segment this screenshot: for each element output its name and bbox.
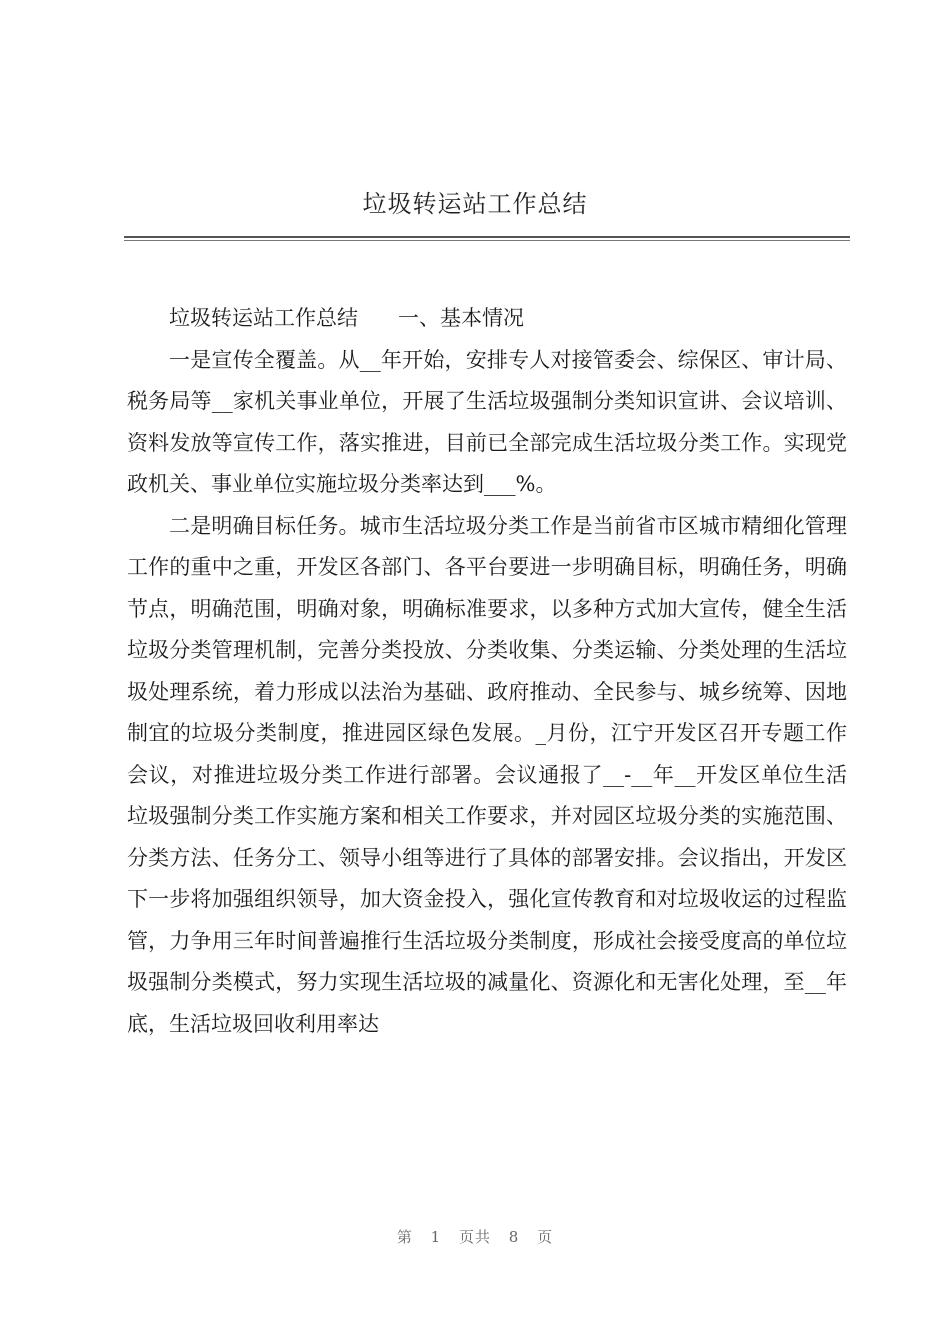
- footer-total-pages: 8: [508, 1228, 520, 1246]
- footer-prefix: 第: [396, 1228, 413, 1246]
- page-footer: [0, 1226, 950, 1247]
- title-double-rule: [124, 236, 850, 242]
- document-body: [127, 298, 847, 1045]
- heading-doc-name: 垃圾转运站工作总结: [169, 306, 358, 330]
- document-title: 垃圾转运站工作总结: [362, 190, 588, 218]
- paragraph-publicity: 一是宣传全覆盖。从__年开始，安排专人对接管委会、综保区、审计局、税务局等__家机关事业单位，开展了生活垃圾强制分类知识宣讲、会议培训、资料发放等宣传工作，落实推进，目前已全部完成生活垃圾分类工作。实现党政机关、事业单位实施垃圾分类率达到___%。: [127, 347, 847, 496]
- footer-suffix: 页: [537, 1228, 554, 1246]
- section-heading: 一、基本情况: [398, 306, 524, 330]
- footer-current-page: 1: [430, 1228, 442, 1246]
- paragraph-targets: 二是明确目标任务。城市生活垃圾分类工作是当前省市区城市精细化管理工作的重中之重，开发区各部门、各平台要进一步明确目标，明确任务，明确节点，明确范围，明确对象，明确标准要求，以多种方式加大宣传，健全生活垃圾分类管理机制，完善分类投放、分类收集、分类运输、分类处理的生活垃圾处理系统，着力形成以法治为基础、政府推动、全民参与、城乡统筹、因地制宜的垃圾分类制度，推进园区绿色发展。_月份，江宁开发区召开专题工作会议，对推进垃圾分类工作进行部署。会议通报了__-__年__开发区单位生活垃圾强制分类工作实施方案和相关工作要求，并对园区垃圾分类的实施范围、分类方法、任务分工、领导小组等进行了具体的部署安排。会议指出，开发区下一步将加强组织领导，加大资金投入，强化宣传教育和对垃圾收运的过程监管，力争用三年时间普遍推行生活垃圾分类制度，形成社会接受度高的单位垃圾强制分类模式，努力实现生活垃圾的减量化、资源化和无害化处理，至__年底，生活垃圾回收利用率达: [127, 513, 847, 1036]
- section-heading-line: [127, 298, 847, 340]
- footer-middle: 页共: [458, 1228, 491, 1246]
- title-rule-thin: [124, 240, 850, 241]
- title-rule-thick: [124, 236, 850, 238]
